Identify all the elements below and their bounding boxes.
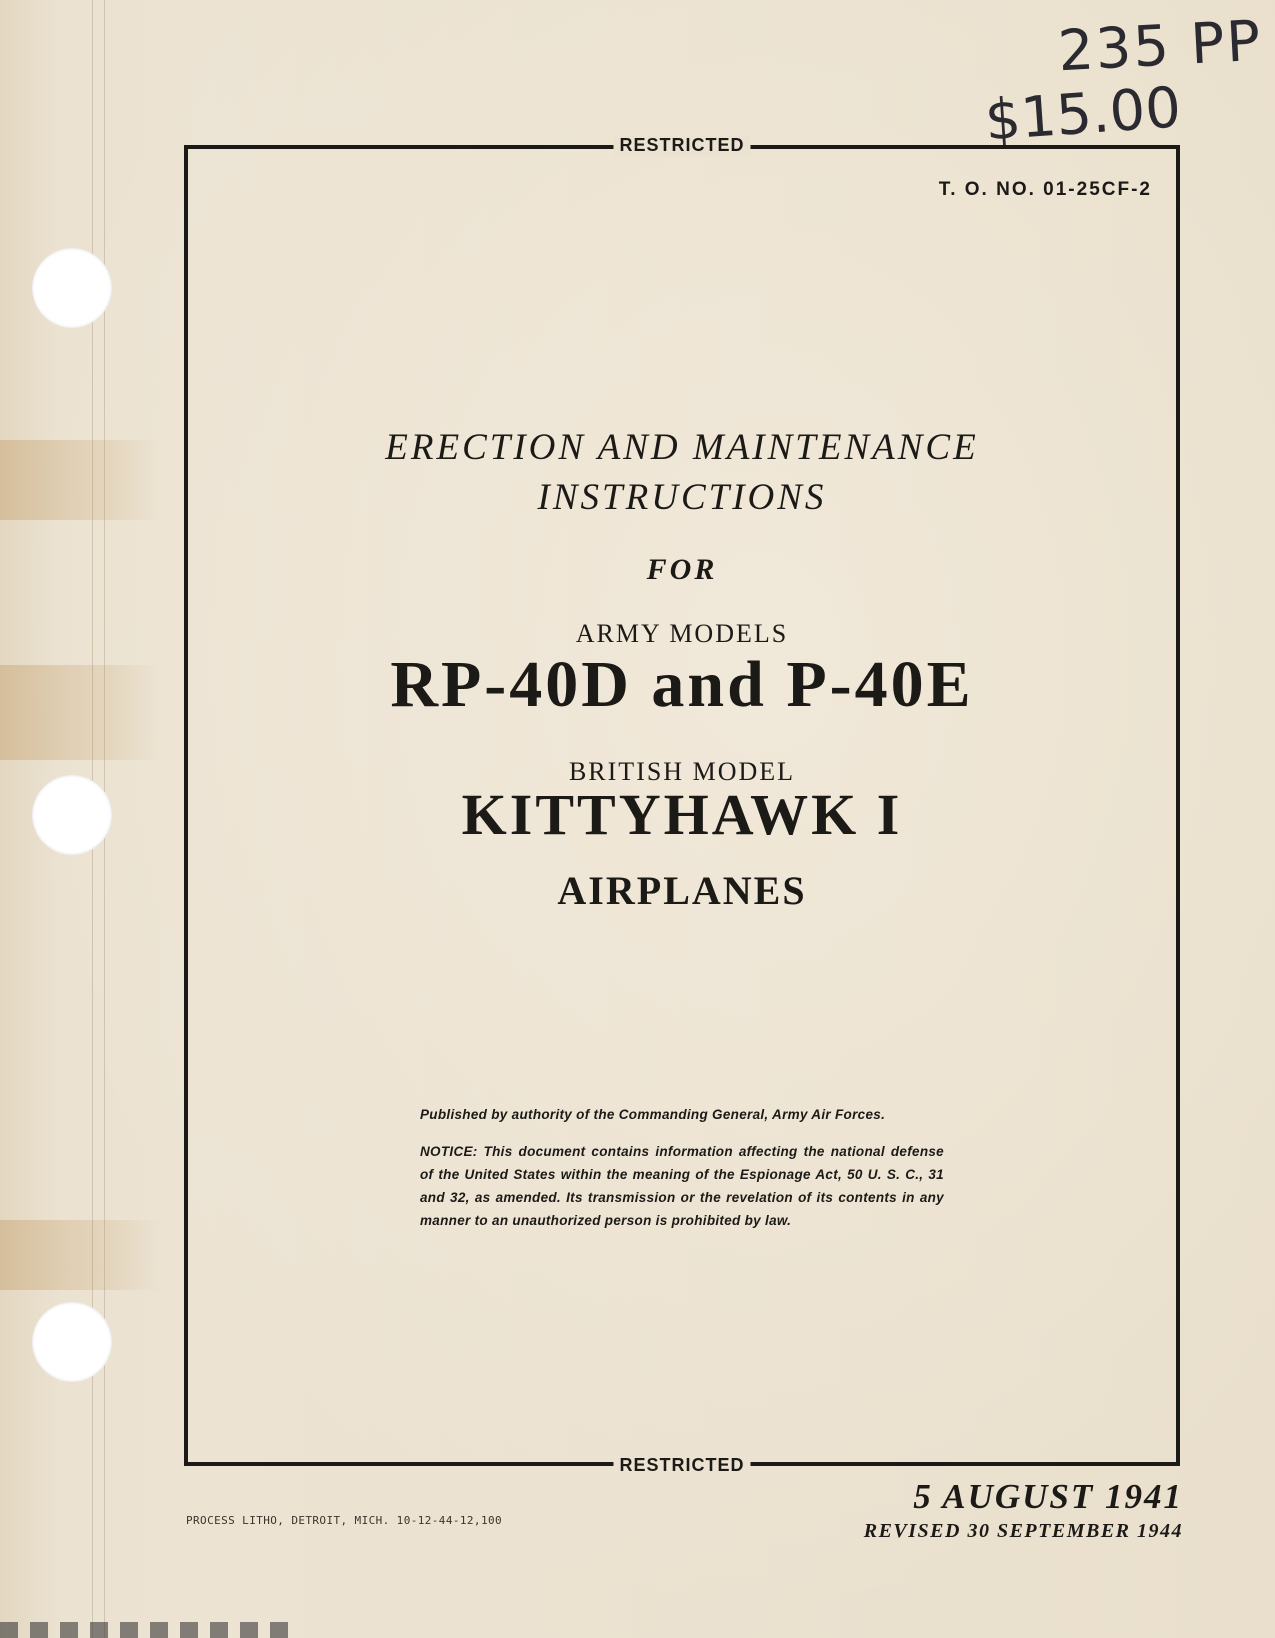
age-stain bbox=[0, 1220, 160, 1290]
british-model-name: KITTYHAWK I bbox=[461, 782, 903, 847]
british-model-label: BRITISH MODEL bbox=[568, 757, 796, 786]
publication-date: 5 AUGUST 1941 bbox=[913, 1477, 1183, 1516]
title-for: FOR bbox=[646, 553, 718, 586]
age-stain bbox=[0, 665, 160, 760]
punch-hole-bottom bbox=[32, 1302, 112, 1382]
revision-date: REVISED 30 SEPTEMBER 1944 bbox=[863, 1520, 1183, 1542]
title-line-2: INSTRUCTIONS bbox=[537, 477, 827, 518]
printer-imprint: PROCESS LITHO, DETROIT, MICH. 10-12-44-12,100 bbox=[186, 1514, 503, 1527]
cover-frame bbox=[184, 135, 1180, 1475]
date-block bbox=[864, 1476, 1183, 1544]
edge-marking bbox=[0, 1622, 300, 1638]
security-marking-bottom: RESTRICTED bbox=[613, 1455, 750, 1476]
army-models-label: ARMY MODELS bbox=[575, 619, 789, 648]
technical-order-number: T. O. NO. 01-25CF-2 bbox=[938, 179, 1152, 200]
punch-hole-middle bbox=[32, 775, 112, 855]
authority-statement: Published by authority of the Commanding General, Army Air Forces. bbox=[420, 1107, 886, 1122]
punch-hole-top bbox=[32, 248, 112, 328]
title-line-1: ERECTION AND MAINTENANCE bbox=[385, 427, 979, 468]
handwritten-page-count: 235 PP bbox=[1056, 8, 1264, 85]
handwritten-price: $15.00 bbox=[982, 75, 1183, 154]
subject-airplanes: AIRPLANES bbox=[557, 868, 807, 913]
age-stain bbox=[0, 440, 160, 520]
security-marking-top: RESTRICTED bbox=[613, 135, 750, 156]
army-model-names: RP-40D and P-40E bbox=[390, 648, 974, 721]
notice-section bbox=[420, 1103, 944, 1246]
espionage-notice: NOTICE: This document contains information affecting the national defense of the United States within the meaning of the Espionage Act, 50 U. S. C., 31 and 32, as amended. Its transmission or the revelation of its contents in any manner to an unauthorized person is prohibited by law. bbox=[420, 1144, 944, 1228]
